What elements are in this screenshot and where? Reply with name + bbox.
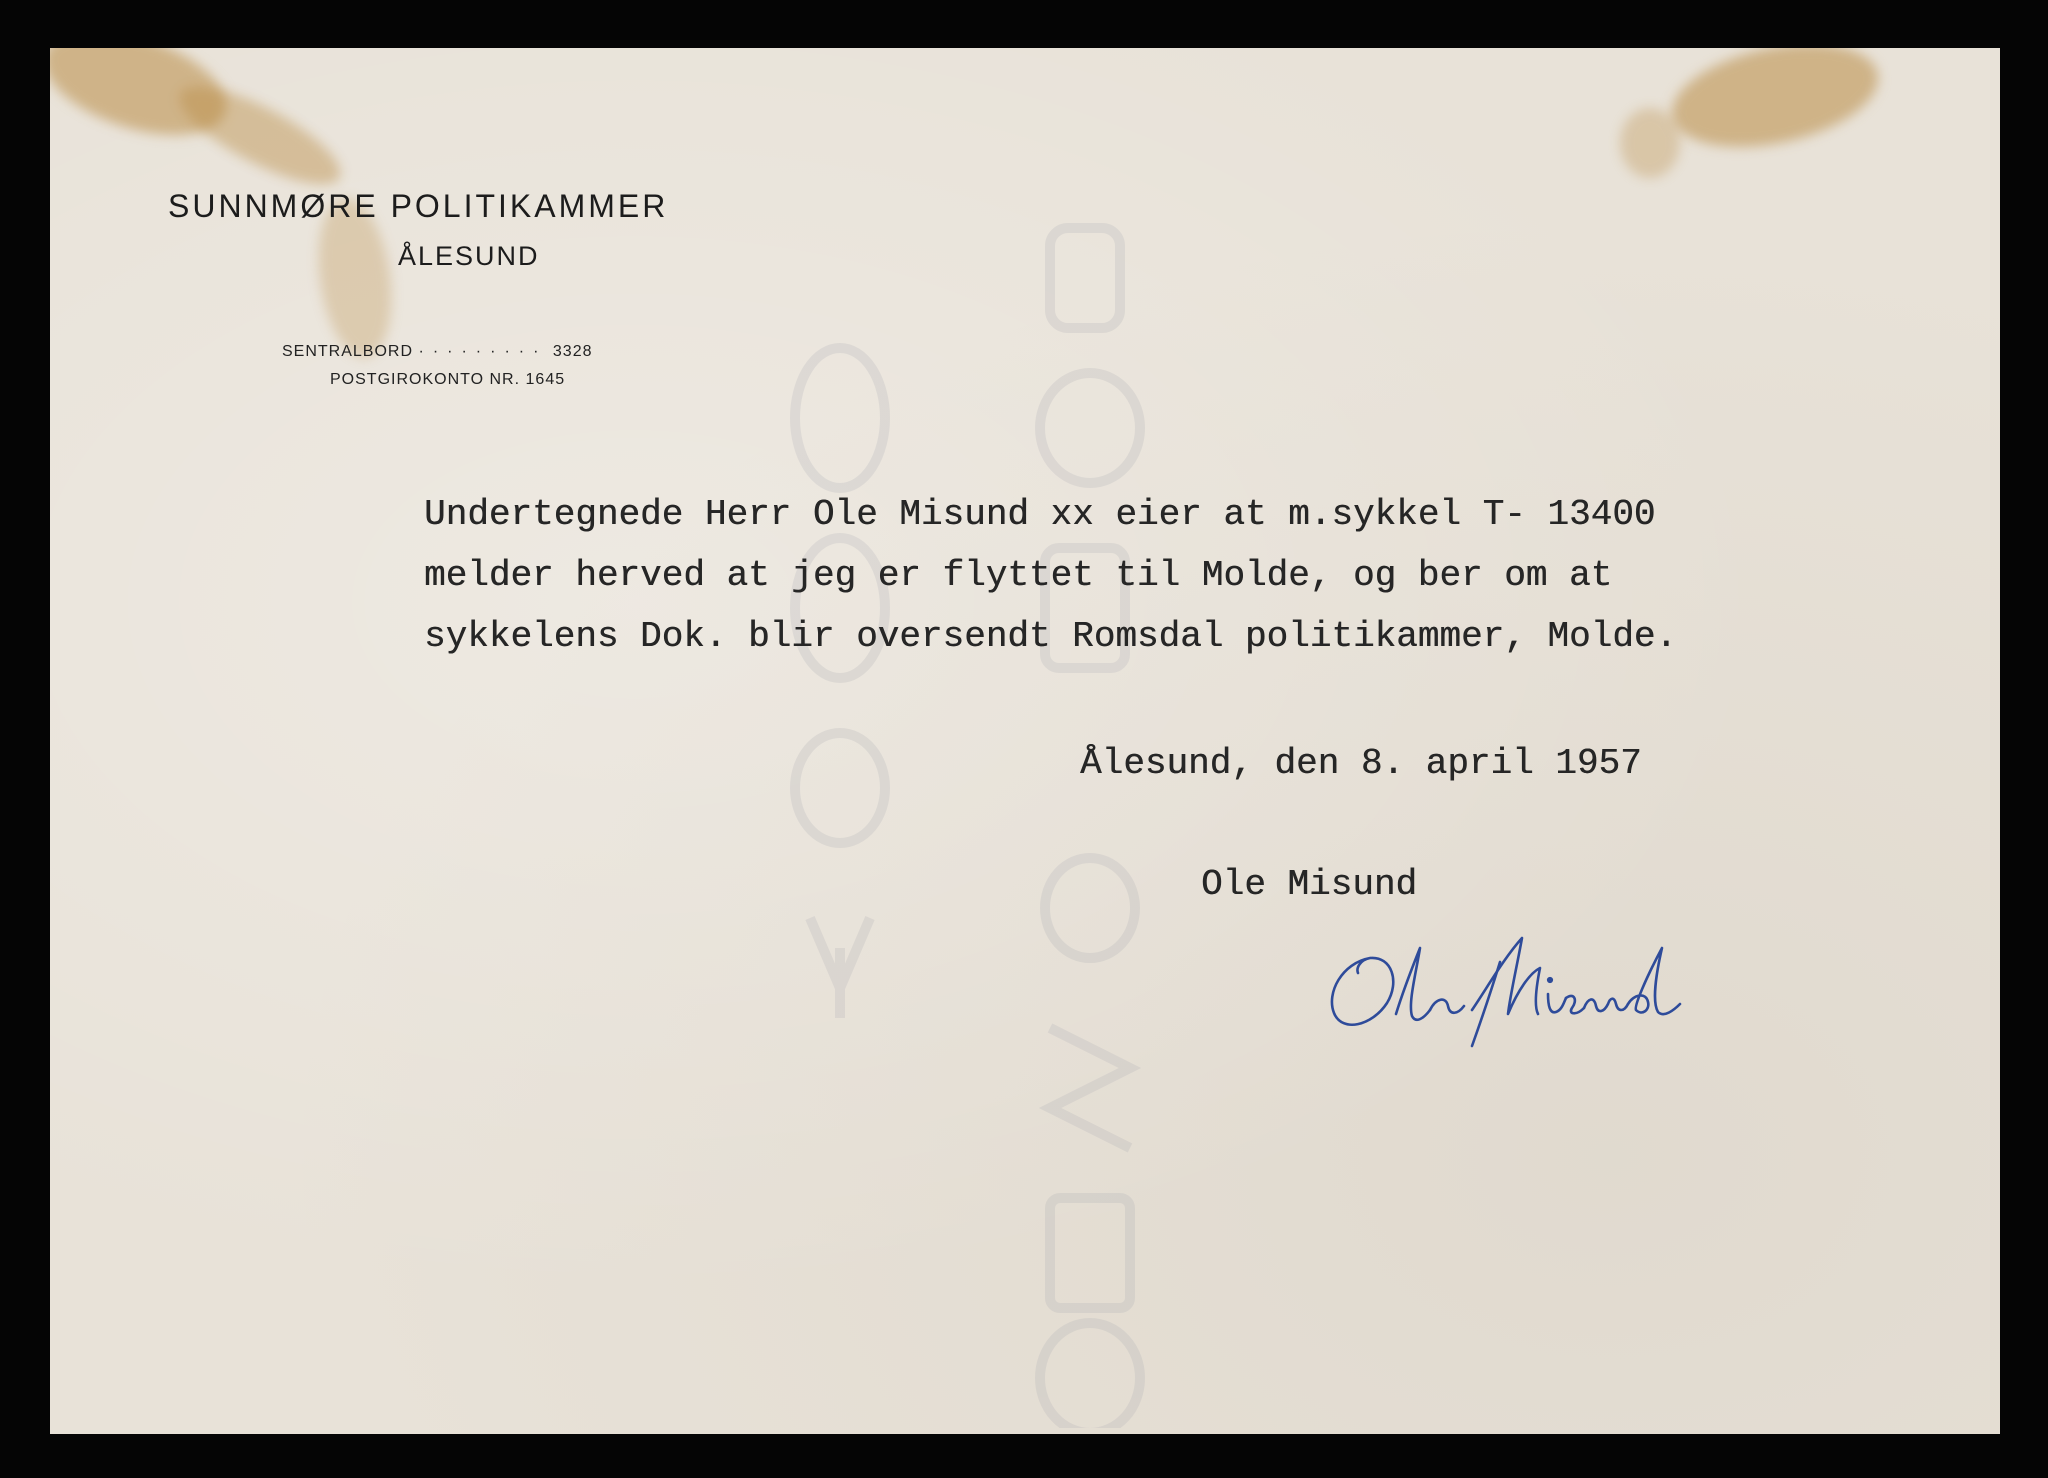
- giro-number: 1645: [525, 371, 566, 388]
- body-line-1: Undertegnede Herr Ole Misund xx eier at m.sykkel T- 13400: [424, 494, 1656, 535]
- letterhead-giro: [330, 371, 565, 389]
- paper-sheet: [50, 48, 2000, 1434]
- switchboard-label: SENTRALBORD: [282, 343, 414, 360]
- body-line-3: sykkelens Dok. blir oversendt Romsdal politikammer, Molde.: [424, 616, 1678, 657]
- switchboard-number: 3328: [552, 343, 593, 360]
- giro-label: POSTGIROKONTO NR.: [330, 371, 521, 388]
- letterhead-city: ÅLESUND: [398, 241, 540, 271]
- stain-top-left-streak: [168, 69, 353, 202]
- stain-top-right-drip: [1620, 108, 1680, 178]
- letterhead-title: SUNNMØRE POLITIKAMMER: [168, 188, 669, 224]
- handwritten-signature: [1312, 918, 1752, 1058]
- typed-name: Ole Misund: [1201, 864, 1418, 905]
- dot-leader: ·········: [418, 343, 548, 360]
- stain-top-right: [1662, 48, 1887, 164]
- body-line-2: melder herved at jeg er flyttet til Molde, og ber om at: [424, 555, 1613, 596]
- date-line: Ålesund, den 8. april 1957: [1080, 743, 1642, 784]
- letterhead-switchboard: [282, 343, 592, 361]
